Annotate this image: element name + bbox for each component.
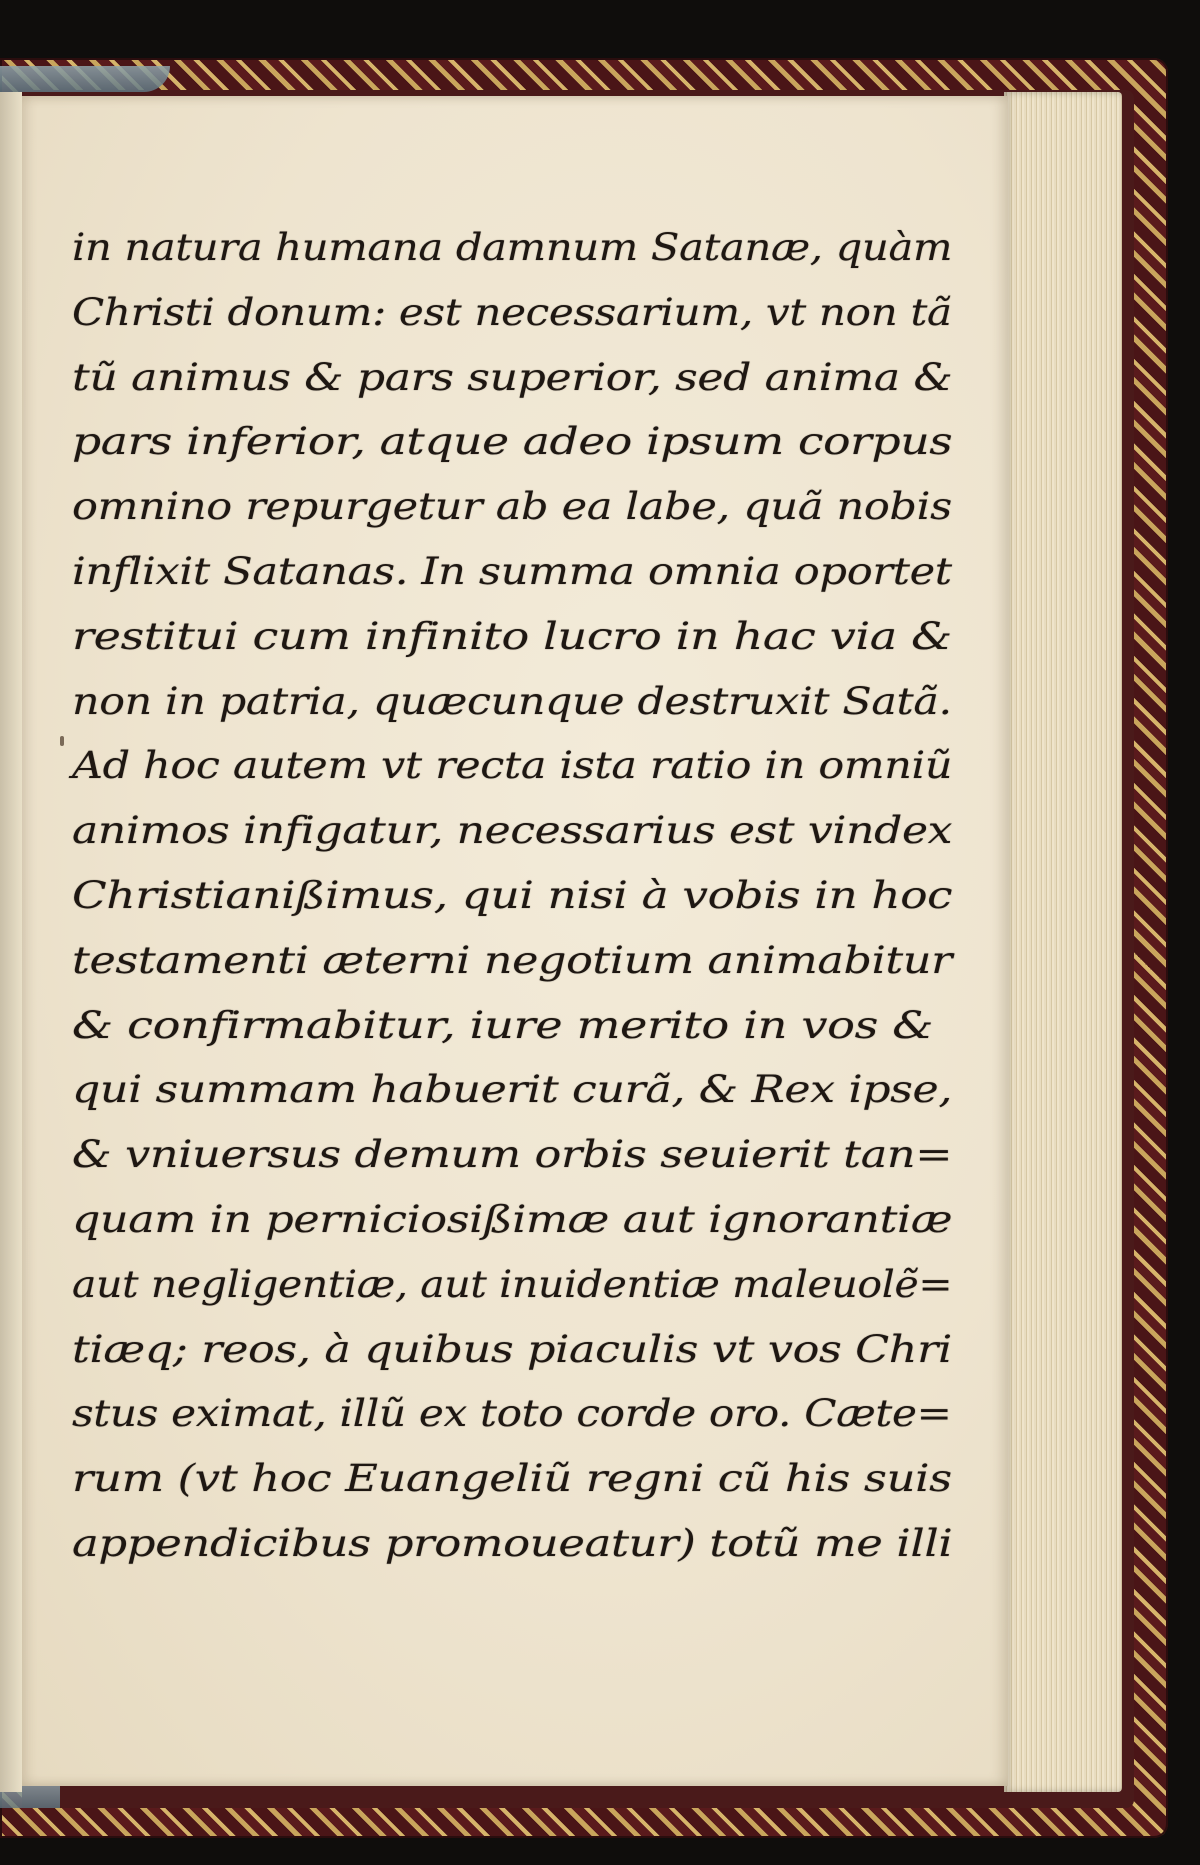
text-line: tiæq; reos, à quibus piaculis vt vos Chri	[72, 1327, 952, 1371]
text-line: restitui cum infinito lucro in hac via &	[72, 614, 952, 658]
text-line: omnino repurgetur ab ea labe, quã nobis	[72, 485, 952, 529]
text-line: quam in perniciosißimæ aut ignorantiæ	[72, 1197, 953, 1241]
text-line: & confirmabitur, iure merito in vos &	[72, 1003, 934, 1047]
text-line: tũ animus & pars superior, sed anima &	[72, 355, 953, 399]
ribbon-bookmark	[0, 66, 170, 92]
page-fore-edge	[1004, 92, 1122, 1792]
text-line: in natura humana damnum Satanæ, quàm	[72, 226, 953, 269]
book-page	[22, 96, 1008, 1786]
text-line: & vniuersus demum orbis seuierit tan=	[72, 1133, 953, 1177]
text-line: aut negligentiæ, aut inuidentiæ maleuolẽ=	[72, 1262, 953, 1306]
text-line: Christi donum: est necessarium, vt non tã	[72, 290, 952, 334]
text-line: qui summam habuerit curã, & Rex ipse,	[72, 1068, 953, 1112]
text-line: Ad hoc autem vt recta ista ratio in omniũ	[72, 744, 953, 788]
page-text	[72, 216, 952, 1577]
text-line: Christianißimus, qui nisi à vobis in hoc	[72, 873, 953, 917]
text-line: non in patria, quæcunque destruxit Satã.	[72, 679, 952, 723]
text-line: stus eximat, illũ ex toto corde oro. Cæte=	[72, 1392, 952, 1436]
text-line: appendicibus promoueatur) totũ me illi	[72, 1521, 953, 1565]
text-line: inflixit Satanas. In summa omnia oportet	[72, 549, 952, 593]
binding-gutter	[0, 92, 22, 1792]
text-line: pars inferior, atque adeo ipsum corpus	[72, 420, 953, 464]
text-line: animos infigatur, necessarius est vindex	[72, 809, 953, 853]
text-line: testamenti æterni negotium animabitur	[72, 938, 953, 982]
text-line: rum (vt hoc Euangeliũ regni cũ his suis	[72, 1457, 952, 1501]
margin-mark	[60, 736, 64, 746]
